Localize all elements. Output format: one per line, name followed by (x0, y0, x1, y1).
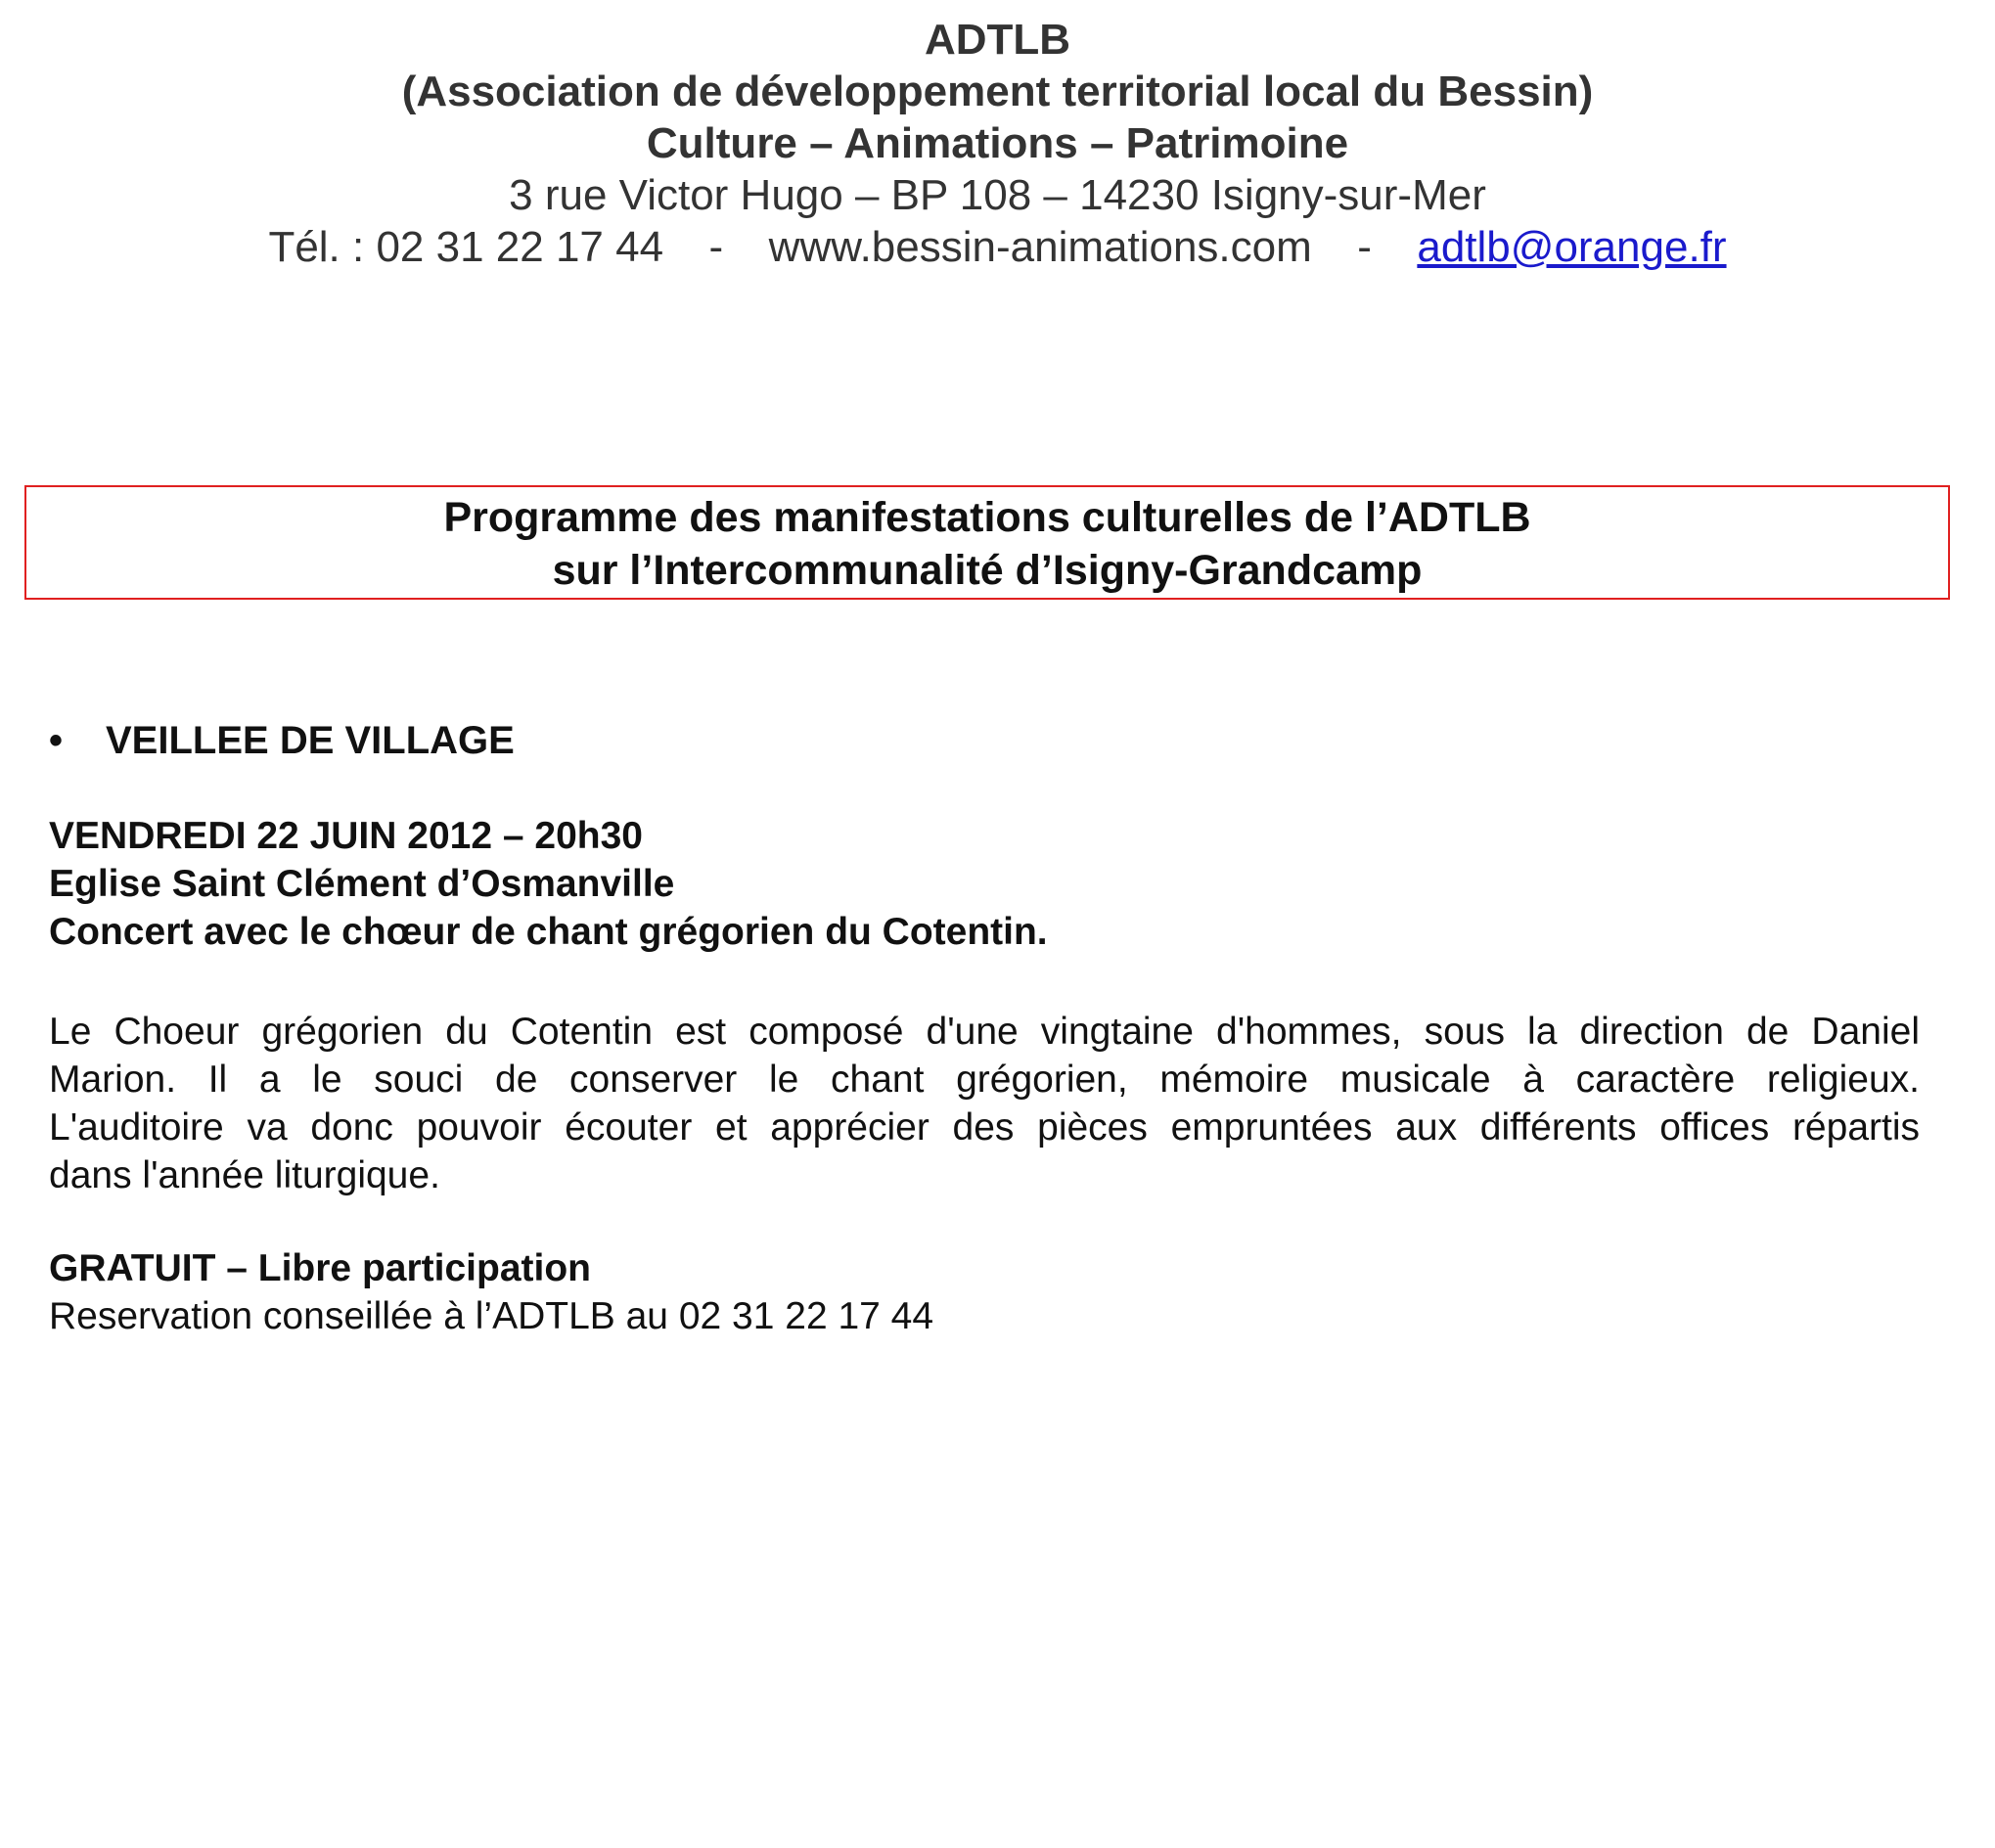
event-venue: Eglise Saint Clément d’Osmanville (49, 863, 675, 905)
org-address: 3 rue Victor Hugo – BP 108 – 14230 Isigny-sur-Mer (509, 171, 1486, 219)
event-footer (49, 1244, 933, 1340)
description-line-3: L'auditoire va donc pouvoir écouter et apprécier des pièces empruntées aux différents offices répartis (49, 1106, 1920, 1149)
letterhead (0, 14, 1995, 273)
contact-separator: - (708, 223, 724, 271)
event-category-label: VEILLEE DE VILLAGE (106, 719, 515, 762)
website-text: www.bessin-animations.com (768, 223, 1312, 271)
contact-line (0, 221, 1995, 273)
programme-title-line-1: Programme des manifestations culturelles de l’ADTLB (443, 494, 1531, 541)
programme-title-line-2: sur l’Intercommunalité d’Isigny-Grandcamp (552, 547, 1423, 594)
event-info (49, 812, 1048, 956)
description-line-4: dans l'année liturgique. (49, 1154, 440, 1196)
event-date-time: VENDREDI 22 JUIN 2012 – 20h30 (49, 815, 643, 857)
bullet-icon: • (49, 719, 64, 762)
event-headline: Concert avec le chœur de chant grégorien du Cotentin. (49, 911, 1048, 953)
org-full-name: (Association de développement territorial local du Bessin) (401, 68, 1594, 115)
description-line-2: Marion. Il a le souci de conserver le chant grégorien, mémoire musicale à caractère religieux. (49, 1059, 1920, 1101)
event-reservation: Reservation conseillée à l’ADTLB au 02 31 22 17 44 (49, 1295, 934, 1337)
org-acronym: ADTLB (924, 16, 1071, 64)
event-description (49, 1008, 1920, 1199)
event-category (49, 716, 515, 765)
email-link[interactable]: adtlb@orange.fr (1417, 223, 1727, 271)
programme-title-box (24, 485, 1950, 600)
contact-separator-2: - (1357, 223, 1372, 271)
event-price: GRATUIT – Libre participation (49, 1247, 591, 1289)
phone-number: Tél. : 02 31 22 17 44 (268, 223, 664, 271)
org-tagline: Culture – Animations – Patrimoine (646, 119, 1349, 167)
description-line-1: Le Choeur grégorien du Cotentin est composé d'une vingtaine d'hommes, sous la direction de Daniel (49, 1011, 1920, 1053)
